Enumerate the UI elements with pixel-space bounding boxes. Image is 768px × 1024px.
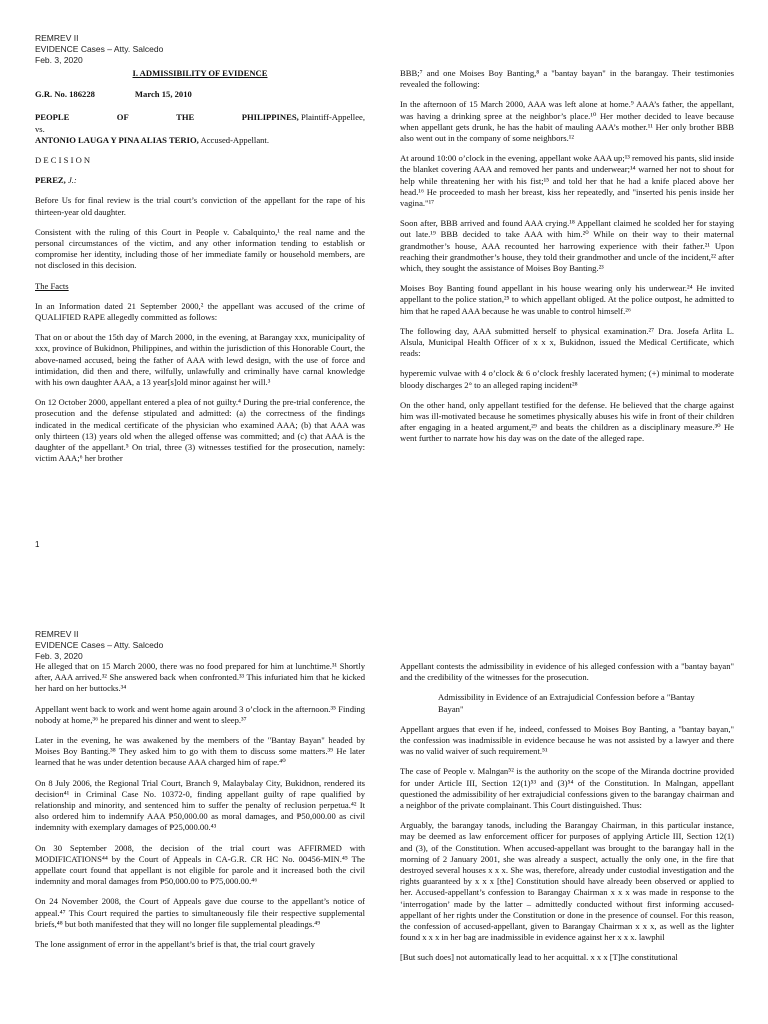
paragraph: Appellant argues that even if he, indeed, confessed to Moises Boy Banting, a "bantay bayan," the confession was inadmissible in evidence because he was not assisted by a lawyer and there was no valid waiver of such requirement.⁵¹ [400,723,734,757]
paragraph: Appellant contests the admissibility in evidence of his alleged confession with a "bantay bayan" and the credibility of the witnesses for the prosecution. [400,661,734,683]
party-word: PHILIPPINES, [241,112,299,123]
paragraph: On 24 November 2008, the Court of Appeals gave due course to the appellant’s notice of appeal.⁴⁷ This Court required the parties to simultaneously file their respective supplemental briefs,⁴⁸ but both manifested that they will no longer file supplemental pleadings.⁴⁹ [35,896,365,929]
quoted-ruling: Arguably, the barangay tanods, including the Barangay Chairman, in this particular instance, may be deemed as law enforcement officer for purposes of applying Article III, Section 12(1) and (3), of the Constitution. When accused-appellant was brought to the barangay hall in the morning of 2 January 2001, she was already a suspect, actually the only one, in the fire that destroyed several houses x x x. She was, therefore, already under custodial investigation and the rights guaranteed by x x x [the] Constitution should have already been observed or applied to her. Accused-appellant’s confession to Barangay Chairman x x x was made in response to the ‘interrogation’ made by the latter – admittedly conducted without first informing accused-appellant of her rights under the Constitution or done in the presence of counsel. For this reason, the confession of accused-appellant, given to Barangay Chairman x x x, as well as the lighter found x x x in her bag are inadmissible in evidence against her x x x. lawphil [400,820,734,943]
paragraph: On 12 October 2000, appellant entered a plea of not guilty.⁴ During the pre-trial conference, the prosecution and the defense stipulated and admitted: (a) the correctness of the findings indicated in the medical certificate of the physician who examined AAA; (b) that AAA was only thirteen (13) years old when the alleged offense was committed; and (c) that AAA is the daughter of the appellant.⁵ On trial, three (3) witnesses testified for the prosecution, namely: victim AAA;⁶ her brother [35,397,365,464]
gr-number: G.R. No. 186228 [35,89,95,100]
paragraph: Soon after, BBB arrived and found AAA crying.¹⁸ Appellant claimed he scolded her for staying out late.¹⁹ BBB decided to take AAA with him.²⁰ While on their way to their maternal grandmother’s house, AAA recounted her harrowing experience with their father.²¹ Upon reaching their grandmother’s house, they told their grandmother and uncle of the incident,²² after which, they sought the assistance of Moises Boy Banting.²³ [400,218,734,274]
quoted-information: That on or about the 15th day of March 2000, in the evening, at Barangay xxx, municipality of xxx, province of Bukidnon, Philippines, and within the jurisdiction of this Honorable Court, the above-named accused, being the father of AAA with lewd design, with the use of force and intimidation, did then and there, wilfully, unlawfully and criminally have carnal knowledge with his own daughter AAA, a 13 year[s]old minor against her will.³ [35,332,365,388]
party-word: OF [116,112,129,123]
versus: vs. [35,123,45,134]
header-subject: EVIDENCE Cases – Atty. Salcedo [35,44,164,54]
paragraph: At around 10:00 o’clock in the evening, appellant woke AAA up;¹³ removed his pants, slid inside the blanket covering AAA and removed her pants and underwear;¹⁴ warned her not to shout for help while threatening her with his fist;¹⁵ and told her that he had a knife placed above her head.¹⁶ He proceeded to mash her breast, kiss her repeatedly, and "inserted his penis inside her vagina."¹⁷ [400,153,734,209]
paragraph: Before Us for final review is the trial court’s conviction of the appellant for the rape of his thirteen-year old daughter. [35,195,365,217]
page-header [35,33,163,66]
paragraph: BBB;⁷ and one Moises Boy Banting,⁸ a "bantay bayan" in the barangay. Their testimonies revealed the following: [400,68,734,90]
paragraph: [But such does] not automatically lead to her acquittal. x x x [T]he constitutional [400,952,678,963]
paragraph: In an Information dated 21 September 2000,² the appellant was accused of the crime of QUALIFIED RAPE allegedly committed as follows: [35,300,365,323]
page-number: 1 [35,540,40,549]
gr-date: March 15, 2010 [134,89,192,100]
party-word: THE [176,112,195,123]
facts-heading: The Facts [35,280,69,291]
ponente-j: J.: [67,175,77,186]
ponente: PEREZ, [35,175,66,186]
paragraph: Consistent with the ruling of this Court in People v. Cabalquinto,¹ the real name and the personal circumstances of the victim, and any other information tending to establish or compromise her identity, including those of her immediate family or household members, are not disclosed in this decision. [35,226,365,271]
right-column [400,68,734,454]
party-role: Plaintiff-Appellee, [300,112,365,123]
header-date: Feb. 3, 2020 [35,651,83,661]
right-column [400,661,734,973]
left-column [35,68,365,473]
paragraph: On 8 July 2006, the Regional Trial Court, Branch 9, Malaybalay City, Bukidnon, rendered its decision⁴¹ in Criminal Case No. 10372-0, finding appellant guilty of rape qualified by relationship and minority, and sentenced him to suffer the penalty of reclusion perpetua.⁴² It also ordered him to indemnify AAA ₱50,000.00 as moral damages, and ₱50,000.00 as civil indemnity with exemplary damages of ₱25,000.00.⁴³ [35,777,365,833]
section-title: I. ADMISSIBILITY OF EVIDENCE [132,68,268,78]
decision-heading: D E C I S I O N [35,155,91,166]
header-course: REMREV II [35,629,79,639]
document-page-2 [0,623,768,1024]
party-word: PEOPLE [35,112,70,123]
paragraph: The lone assignment of error in the appellant’s brief is that, the trial court gravely [35,939,315,950]
paragraph: In the afternoon of 15 March 2000, AAA was left alone at home.⁹ AAA’s father, the appellant, was having a drinking spree at the neighbor’s place.¹⁰ Her mother decided to leave because when appellant gets drunk, he has the habit of mauling AAA’s mother.¹¹ Her only brother BBB also went out in the company of some neighbors.¹² [400,99,734,144]
page-gap [0,565,768,623]
paragraph: He alleged that on 15 March 2000, there was no food prepared for him at lunchtime.³¹ Shortly after, AAA arrived.³² She answered back when confronted.³³ This infuriated him that he kicked her hard on her buttocks.³⁴ [35,661,365,694]
parties-line [35,112,365,123]
subheading: Admissibility in Evidence of an Extrajudicial Confession before a "Bantay Bayan" [438,692,695,714]
paragraph: Later in the evening, he was awakened by the members of the "Bantay Bayan" headed by Moises Boy Banting.³⁸ They asked him to go with them to discuss some matters.³⁹ He later learned that he was under detention because AAA charged him of rape.⁴⁰ [35,735,365,768]
accused-role: Accused-Appellant. [200,134,269,145]
paragraph: The following day, AAA submitted herself to physical examination.²⁷ Dra. Josefa Arlita L. Alsula, Municipal Health Officer of x x x, Bukidnon, issued the Medical Certificate, which reads: [400,325,734,359]
header-course: REMREV II [35,33,79,43]
medical-finding: hyperemic vulvae with 4 o’clock & 6 o’clock freshly lacerated hymen; (+) minimal to moderate bloody discharges 2° to an alleged raping incident²⁸ [400,368,734,390]
paragraph: On the other hand, only appellant testified for the defense. He believed that the charge against him was ill-motivated because he sometimes physically abuses his wife in front of their children after engaging in a heated argument,²⁹ and beats the children as a disciplinary measure.³⁰ He went further to narrate how his day was on the date of the alleged rape. [400,399,734,444]
case-number-row [35,89,365,100]
paragraph: Appellant went back to work and went home again around 3 o’clock in the afternoon.³⁵ Finding nobody at home,³⁶ he prepared his dinner and went to sleep.³⁷ [35,703,365,725]
header-date: Feb. 3, 2020 [35,55,83,65]
paragraph: Moises Boy Banting found appellant in his house wearing only his underwear.²⁴ He invited appellant to the police station,²⁵ to which appellant obliged. At the police outpost, he admitted to him that he raped AAA because he was unable to control himself.²⁶ [400,283,734,316]
accused-name: ANTONIO LAUGA Y PINA ALIAS TERIO, [35,134,199,145]
header-subject: EVIDENCE Cases – Atty. Salcedo [35,640,164,650]
paragraph: On 30 September 2008, the decision of the trial court was AFFIRMED with MODIFICATIONS⁴⁴ by the Court of Appeals in CA-G.R. CR HC No. 00456-MIN.⁴⁵ The appellate court found that appellant is not eligible for parole and it increased both the civil indemnity and moral damages from ₱50,000.00 to ₱75,000.00.⁴⁶ [35,842,365,887]
page-header [35,629,163,662]
left-column [35,661,365,959]
paragraph: The case of People v. Malngan⁵² is the authority on the scope of the Miranda doctrine provided for under Article III, Section 12(1)⁵³ and (3)⁵⁴ of the Constitution. In Malngan, appellant questioned the admissibility of her extrajudicial confessions given to the barangay chairman and a neighbor of the private complainant. This Court distinguished. Thus: [400,766,734,811]
